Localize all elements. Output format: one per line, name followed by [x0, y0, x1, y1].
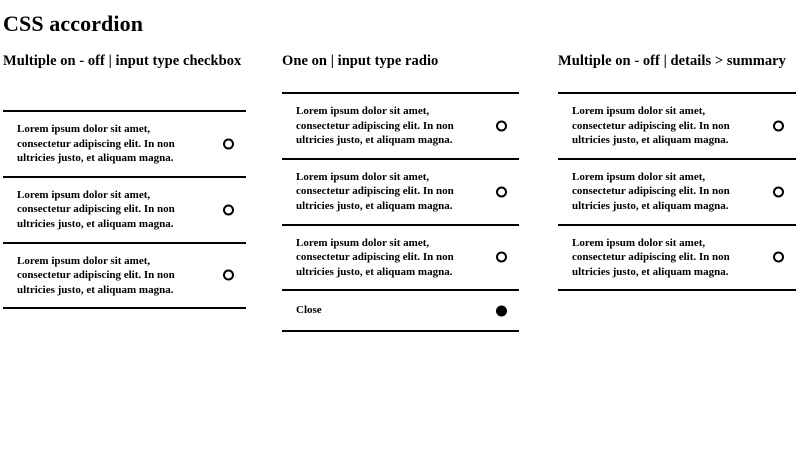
- accordion-item-label: Lorem ipsum dolor sit amet, consectetur adipiscing elit. In non ultricies justo, et aliquam magna.: [17, 123, 175, 165]
- accordion-item[interactable]: [282, 94, 519, 160]
- accordion-item[interactable]: [558, 160, 796, 226]
- accordion-item-label: Lorem ipsum dolor sit amet, consectetur adipiscing elit. In non ultricies justo, et aliquam magna.: [17, 254, 175, 296]
- accordion-item-label: Lorem ipsum dolor sit amet, consectetur adipiscing elit. In non ultricies justo, et aliquam magna.: [296, 170, 454, 212]
- radio-unchecked-icon[interactable]: [223, 138, 234, 149]
- accordion-item-label: Lorem ipsum dolor sit amet, consectetur adipiscing elit. In non ultricies justo, et aliquam magna.: [572, 105, 730, 147]
- accordion-list-one-on-radio: [282, 92, 519, 332]
- accordion-item[interactable]: [3, 112, 246, 178]
- accordion-item[interactable]: [282, 226, 519, 292]
- accordion-item[interactable]: [558, 94, 796, 160]
- accordion-item[interactable]: [282, 160, 519, 226]
- accordion-column-multiple-details-summary: [558, 52, 796, 291]
- accordion-list-multiple-checkbox: [3, 110, 246, 309]
- accordion-close-row[interactable]: [282, 291, 519, 332]
- accordion-column-multiple-checkbox: [3, 52, 246, 309]
- column-heading-multiple-details-summary: Multiple on - off | details > summary: [558, 53, 786, 69]
- accordion-item-label: Lorem ipsum dolor sit amet, consectetur adipiscing elit. In non ultricies justo, et aliquam magna.: [296, 236, 454, 278]
- column-heading-one-on-radio: One on | input type radio: [282, 53, 439, 69]
- radio-unchecked-icon[interactable]: [773, 252, 784, 263]
- radio-unchecked-icon[interactable]: [223, 270, 234, 281]
- radio-unchecked-icon[interactable]: [773, 186, 784, 197]
- accordion-item[interactable]: [3, 244, 246, 310]
- accordion-close-label: Close: [296, 304, 322, 317]
- radio-unchecked-icon[interactable]: [496, 120, 507, 131]
- radio-checked-icon[interactable]: [496, 305, 507, 316]
- accordion-item[interactable]: [558, 226, 796, 292]
- page-title: CSS accordion: [3, 11, 144, 36]
- accordion-item-label: Lorem ipsum dolor sit amet, consectetur adipiscing elit. In non ultricies justo, et aliquam magna.: [296, 105, 454, 147]
- radio-unchecked-icon[interactable]: [496, 186, 507, 197]
- accordion-item-label: Lorem ipsum dolor sit amet, consectetur adipiscing elit. In non ultricies justo, et aliquam magna.: [17, 188, 175, 230]
- accordion-item-label: Lorem ipsum dolor sit amet, consectetur adipiscing elit. In non ultricies justo, et aliquam magna.: [572, 236, 730, 278]
- accordion-column-one-on-radio: [282, 52, 519, 332]
- radio-unchecked-icon[interactable]: [773, 120, 784, 131]
- radio-unchecked-icon[interactable]: [496, 252, 507, 263]
- accordion-item-label: Lorem ipsum dolor sit amet, consectetur adipiscing elit. In non ultricies justo, et aliquam magna.: [572, 170, 730, 212]
- radio-unchecked-icon[interactable]: [223, 204, 234, 215]
- accordion-list-multiple-details-summary: [558, 92, 796, 291]
- accordion-item[interactable]: [3, 178, 246, 244]
- column-heading-multiple-checkbox: Multiple on - off | input type checkbox: [3, 53, 242, 69]
